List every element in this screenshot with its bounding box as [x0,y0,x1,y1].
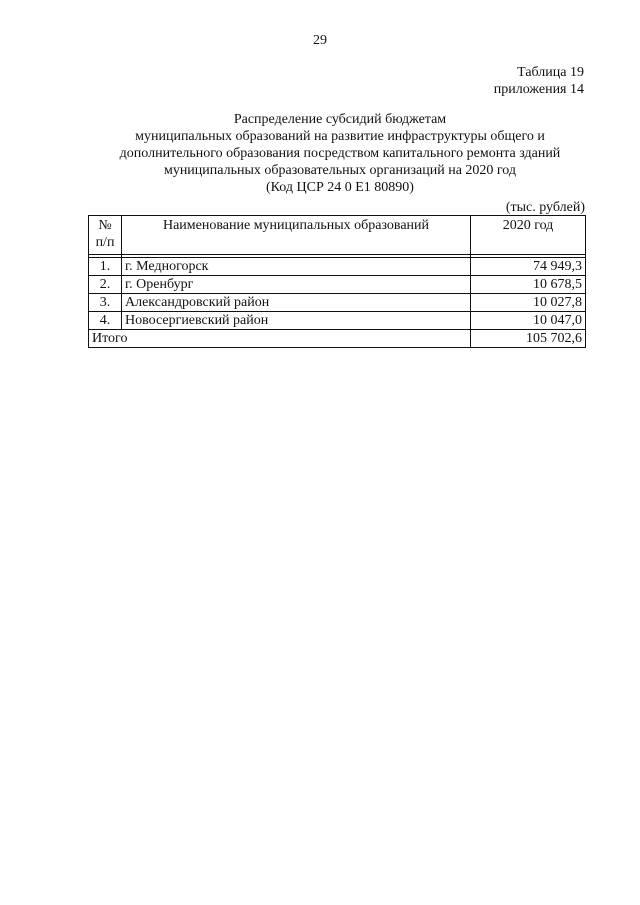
table-total-row [89,330,586,348]
header-name: Наименование муниципальных образований [122,216,471,255]
header-year: 2020 год [471,216,586,255]
row-value: 10 047,0 [471,312,586,330]
row-number: 2. [89,276,122,294]
subsidy-table [88,215,586,348]
table-row [89,312,586,330]
unit-label: (тыс. рублей) [505,200,585,215]
total-label: Итого [89,330,471,348]
table-row [89,258,586,276]
table-reference-number: Таблица 19 [517,65,584,80]
table-header-row [89,216,586,255]
title-line-5: (Код ЦСР 24 0 Е1 80890) [266,180,414,195]
page-number: 29 [313,33,327,48]
row-number: 3. [89,294,122,312]
header-number-symbol: № [98,218,112,233]
header-number-abbr: п/п [95,235,115,250]
document-title [70,111,610,196]
title-line-2: муниципальных образований на развитие инфраструктуры общего и [135,129,545,144]
row-name: Новосергиевский район [122,312,471,330]
table-row [89,294,586,312]
row-name: г. Медногорск [122,258,471,276]
title-line-4: муниципальных образовательных организаций на 2020 год [163,163,517,178]
header-number [89,216,122,255]
row-value: 74 949,3 [471,258,586,276]
table-reference-appendix: приложения 14 [493,82,584,97]
row-name: Александровский район [122,294,471,312]
title-line-3: дополнительного образования посредством капитального ремонта зданий [119,146,561,161]
row-value: 10 027,8 [471,294,586,312]
table-row [89,276,586,294]
row-name: г. Оренбург [122,276,471,294]
row-value: 10 678,5 [471,276,586,294]
row-number: 4. [89,312,122,330]
row-number: 1. [89,258,122,276]
table-reference [494,64,584,98]
total-value: 105 702,6 [471,330,586,348]
title-line-1: Распределение субсидий бюджетам [233,112,447,127]
